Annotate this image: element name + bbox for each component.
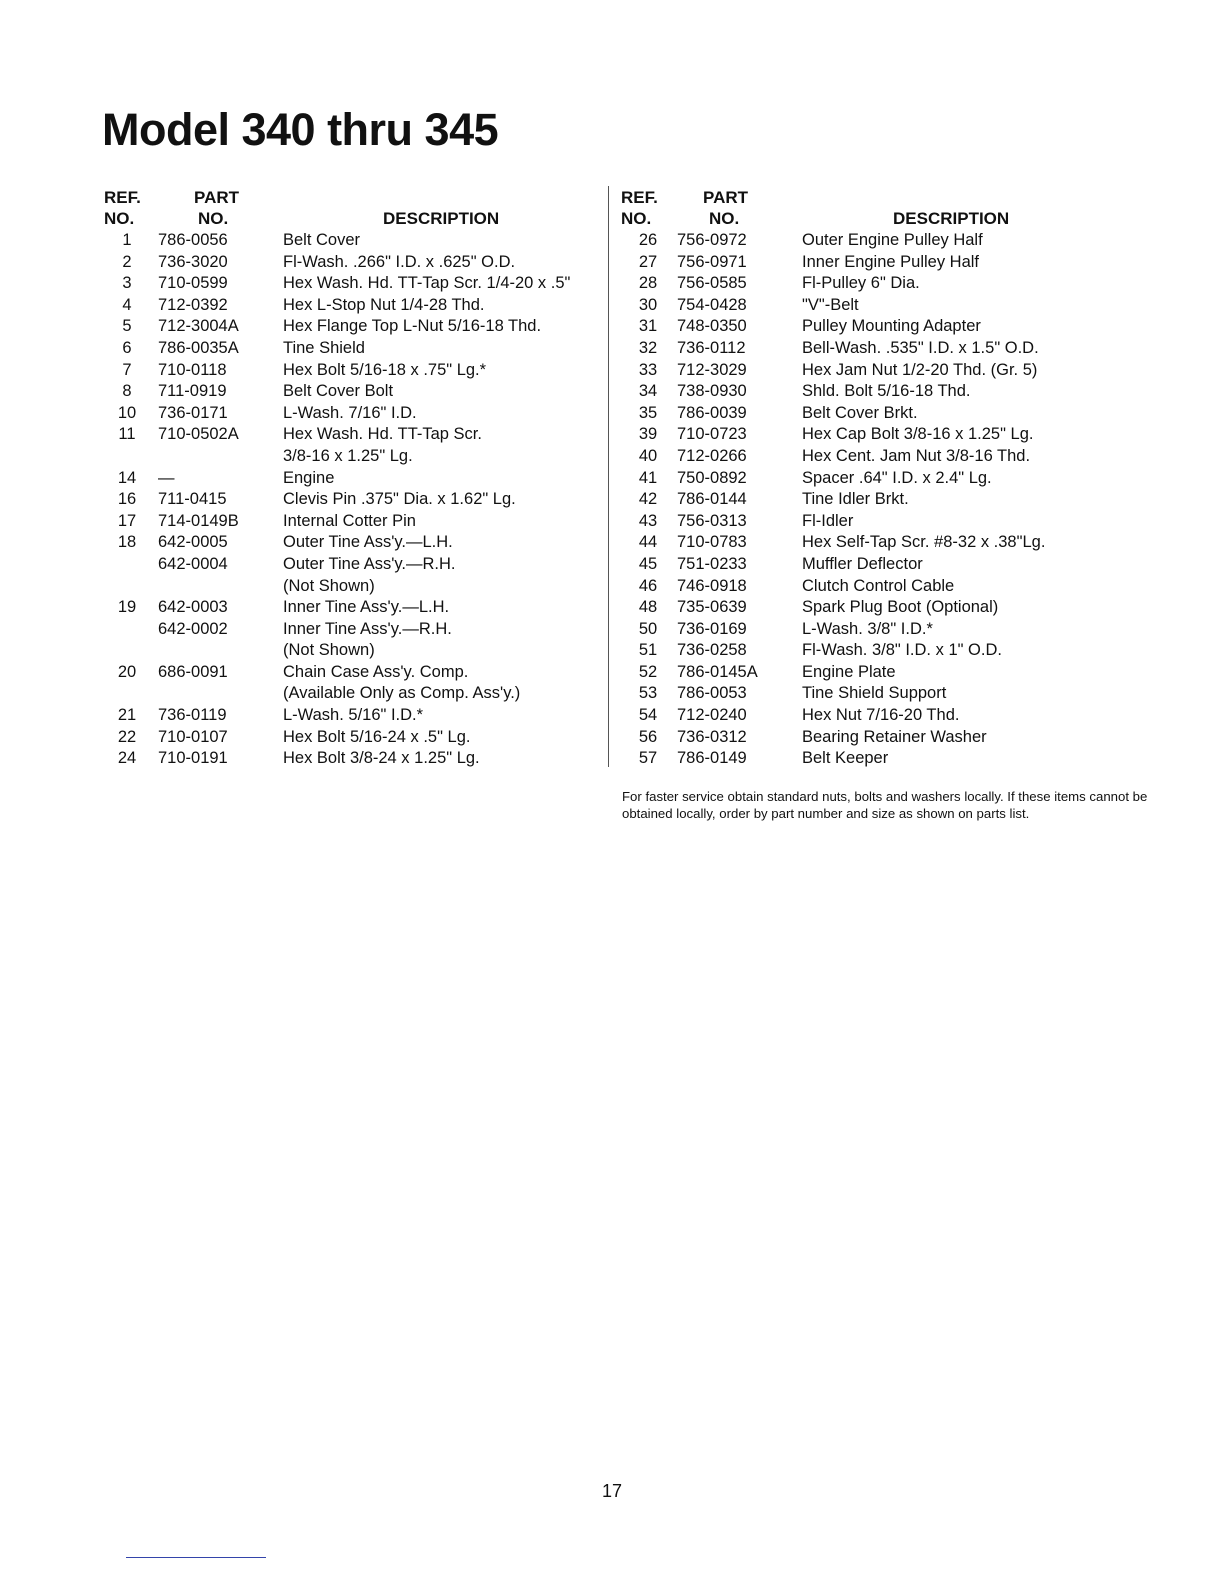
part-no-cell: 756-0971 — [677, 252, 747, 271]
description-cell: Engine — [283, 468, 335, 487]
part-no-cell: 786-0149 — [677, 749, 747, 768]
table-row — [100, 403, 600, 425]
ref-cell: 14 — [117, 468, 137, 487]
part-no-cell: 786-0035A — [158, 338, 239, 357]
ref-cell: 1 — [122, 231, 132, 249]
part-no-cell: 738-0930 — [677, 382, 747, 401]
table-row — [100, 424, 600, 446]
ref-cell: 39 — [638, 425, 658, 444]
table-row — [100, 532, 600, 554]
ref-cell: 43 — [638, 511, 658, 530]
ref-cell: 19 — [117, 598, 137, 617]
table-row — [619, 683, 1139, 705]
page-title: Model 340 thru 345 — [102, 104, 499, 155]
part-no-cell: 750-0892 — [677, 468, 747, 487]
ref-cell: 41 — [638, 468, 658, 487]
part-no-cell: 736-0112 — [677, 338, 746, 357]
part-no-cell: 736-0119 — [158, 706, 227, 725]
part-no-cell: 735-0639 — [677, 598, 747, 617]
part-no-cell: 642-0005 — [158, 533, 228, 552]
table-row — [619, 230, 1139, 252]
description-cell: Engine Plate — [802, 662, 896, 681]
table-row — [100, 640, 600, 662]
ref-cell: 7 — [122, 360, 132, 379]
table-row — [619, 360, 1139, 382]
table-row — [619, 446, 1139, 468]
description-cell: Bearing Retainer Washer — [802, 727, 987, 746]
part-no-cell: 712-0266 — [677, 446, 747, 465]
part-header-2: NO. — [198, 209, 229, 228]
ref-cell: 34 — [638, 382, 658, 401]
description-cell: Bell-Wash. .535" I.D. x 1.5" O.D. — [802, 338, 1039, 357]
table-row — [619, 748, 1139, 770]
description-cell: Muffler Deflector — [802, 554, 923, 573]
table-row — [100, 705, 600, 727]
part-no-cell: 710-0502A — [158, 425, 239, 444]
table-row — [100, 295, 600, 317]
description-cell: "V"-Belt — [802, 295, 859, 314]
table-row — [619, 662, 1139, 684]
part-no-cell: 736-0169 — [677, 619, 747, 638]
table-row — [619, 381, 1139, 403]
parts-table-left — [100, 186, 600, 770]
ref-cell: 26 — [638, 231, 658, 249]
table-header — [100, 186, 600, 230]
table-row — [619, 640, 1139, 662]
description-cell: Chain Case Ass'y. Comp. — [283, 662, 469, 681]
description-cell: Hex L-Stop Nut 1/4-28 Thd. — [283, 295, 485, 314]
ref-cell: 30 — [638, 295, 658, 314]
table-row — [100, 489, 600, 511]
description-cell: Clutch Control Cable — [802, 576, 955, 595]
part-no-cell: 710-0723 — [677, 425, 747, 444]
description-cell: (Not Shown) — [283, 576, 375, 595]
table-row — [100, 576, 600, 598]
ref-cell: 31 — [638, 317, 658, 336]
ref-header-1: REF. — [621, 188, 658, 207]
part-no-cell: 786-0039 — [677, 403, 747, 422]
description-cell: 3/8-16 x 1.25" Lg. — [283, 446, 413, 465]
ref-cell: 6 — [122, 338, 132, 357]
ref-header-2: NO. — [621, 209, 652, 228]
ref-cell: 32 — [638, 338, 658, 357]
part-no-cell: 736-0171 — [158, 403, 228, 422]
part-no-cell: 748-0350 — [677, 317, 747, 336]
table-row — [100, 252, 600, 274]
description-cell: Spacer .64" I.D. x 2.4" Lg. — [802, 468, 992, 487]
part-no-cell: 786-0056 — [158, 231, 228, 249]
part-no-cell: 710-0599 — [158, 274, 228, 293]
table-row — [100, 662, 600, 684]
ref-header-1: REF. — [104, 188, 141, 207]
description-cell: Hex Cap Bolt 3/8-16 x 1.25" Lg. — [802, 425, 1034, 444]
description-cell: Pulley Mounting Adapter — [802, 317, 981, 336]
part-no-cell: 642-0004 — [158, 554, 228, 573]
table-row — [619, 554, 1139, 576]
ref-cell: 35 — [638, 403, 658, 422]
part-no-cell: 710-0118 — [158, 360, 227, 379]
description-cell: Belt Cover Brkt. — [802, 403, 918, 422]
part-no-cell: — — [158, 468, 175, 487]
table-row — [100, 360, 600, 382]
part-no-cell: 756-0585 — [677, 274, 747, 293]
description-cell: Outer Tine Ass'y.—L.H. — [283, 533, 453, 552]
description-cell: Clevis Pin .375" Dia. x 1.62" Lg. — [283, 490, 516, 509]
footer-rule — [126, 1557, 266, 1558]
ref-cell: 20 — [117, 662, 137, 681]
description-cell: Tine Shield — [283, 338, 365, 357]
ref-cell: 8 — [122, 382, 132, 401]
table-row — [619, 727, 1139, 749]
description-cell: Hex Bolt 3/8-24 x 1.25" Lg. — [283, 749, 480, 768]
ref-cell: 17 — [117, 511, 137, 530]
ref-cell: 28 — [638, 274, 658, 293]
table-row — [619, 576, 1139, 598]
table-row — [619, 316, 1139, 338]
description-cell: Tine Idler Brkt. — [802, 490, 909, 509]
description-header: DESCRIPTION — [893, 209, 1010, 228]
description-cell: Hex Bolt 5/16-18 x .75" Lg.* — [283, 360, 487, 379]
description-cell: Hex Jam Nut 1/2-20 Thd. (Gr. 5) — [802, 360, 1038, 379]
part-no-cell: 714-0149B — [158, 511, 239, 530]
ref-cell: 21 — [117, 706, 137, 725]
part-header-1: PART — [703, 188, 749, 207]
description-cell: Hex Wash. Hd. TT-Tap Scr. 1/4-20 x .5" — [283, 274, 571, 293]
table-row — [100, 381, 600, 403]
table-row — [100, 316, 600, 338]
ref-cell: 51 — [638, 641, 658, 660]
service-note: For faster service obtain standard nuts, bolts and washers locally. If these items cannot be obtained locally, order by part number and size as shown on parts list. — [622, 789, 1148, 821]
ref-cell: 44 — [638, 533, 658, 552]
part-no-cell: 686-0091 — [158, 662, 228, 681]
part-header-1: PART — [194, 188, 240, 207]
description-cell: Hex Wash. Hd. TT-Tap Scr. — [283, 425, 482, 444]
table-row — [619, 532, 1139, 554]
ref-cell: 27 — [638, 252, 658, 271]
page-number: 17 — [601, 1481, 623, 1501]
table-row — [100, 619, 600, 641]
table-row — [619, 273, 1139, 295]
part-no-cell: 710-0107 — [158, 727, 228, 746]
description-cell: Hex Flange Top L-Nut 5/16-18 Thd. — [283, 317, 542, 336]
part-no-cell: 786-0053 — [677, 684, 747, 703]
description-cell: (Available Only as Comp. Ass'y.) — [283, 684, 521, 703]
part-no-cell: 736-3020 — [158, 252, 228, 271]
part-no-cell: 642-0003 — [158, 598, 228, 617]
description-cell: Spark Plug Boot (Optional) — [802, 598, 999, 617]
part-no-cell: 711-0415 — [158, 490, 227, 509]
table-row — [619, 338, 1139, 360]
part-no-cell: 736-0258 — [677, 641, 747, 660]
description-cell: Fl-Idler — [802, 511, 854, 530]
description-cell: Belt Keeper — [802, 749, 889, 768]
description-cell: Outer Tine Ass'y.—R.H. — [283, 554, 456, 573]
ref-cell: 5 — [122, 317, 132, 336]
part-no-cell: 642-0002 — [158, 619, 228, 638]
ref-cell: 54 — [638, 706, 658, 725]
description-cell: Inner Tine Ass'y.—L.H. — [283, 598, 450, 617]
description-cell: Hex Nut 7/16-20 Thd. — [802, 706, 960, 725]
table-body — [619, 230, 1139, 770]
ref-cell: 33 — [638, 360, 658, 379]
table-row — [619, 619, 1139, 641]
table-row — [619, 468, 1139, 490]
ref-cell: 56 — [638, 727, 658, 746]
table-row — [100, 683, 600, 705]
ref-cell: 40 — [638, 446, 658, 465]
ref-cell: 24 — [117, 749, 137, 768]
table-row — [619, 705, 1139, 727]
part-no-cell: 736-0312 — [677, 727, 747, 746]
description-cell: Internal Cotter Pin — [283, 511, 416, 530]
ref-cell: 16 — [117, 490, 137, 509]
table-row — [619, 489, 1139, 511]
description-cell: Fl-Wash. 3/8" I.D. x 1" O.D. — [802, 641, 1002, 660]
description-header: DESCRIPTION — [383, 209, 500, 228]
description-cell: L-Wash. 5/16" I.D.* — [283, 706, 424, 725]
table-row — [100, 511, 600, 533]
ref-cell: 45 — [638, 554, 658, 573]
part-header-2: NO. — [709, 209, 740, 228]
part-no-cell: 756-0313 — [677, 511, 747, 530]
ref-cell: 46 — [638, 576, 658, 595]
part-no-cell: 712-3004A — [158, 317, 239, 336]
table-row — [619, 511, 1139, 533]
table-row — [100, 597, 600, 619]
table-row — [100, 554, 600, 576]
description-cell: (Not Shown) — [283, 641, 375, 660]
table-row — [100, 468, 600, 490]
ref-cell: 48 — [638, 598, 658, 617]
description-cell: Inner Engine Pulley Half — [802, 252, 980, 271]
table-row — [100, 727, 600, 749]
part-no-cell: 746-0918 — [677, 576, 747, 595]
part-no-cell: 712-0392 — [158, 295, 228, 314]
table-row — [100, 273, 600, 295]
table-header — [619, 186, 1139, 230]
description-cell: Tine Shield Support — [802, 684, 947, 703]
description-cell: L-Wash. 3/8" I.D.* — [802, 619, 933, 638]
description-cell: Hex Cent. Jam Nut 3/8-16 Thd. — [802, 446, 1031, 465]
part-no-cell: 756-0972 — [677, 231, 747, 249]
part-no-cell: 712-3029 — [677, 360, 747, 379]
ref-cell: 52 — [638, 662, 658, 681]
ref-cell: 4 — [122, 295, 132, 314]
description-cell: Fl-Pulley 6" Dia. — [802, 274, 920, 293]
description-cell: Hex Self-Tap Scr. #8-32 x .38"Lg. — [802, 533, 1046, 552]
table-row — [100, 748, 600, 770]
ref-cell: 50 — [638, 619, 658, 638]
description-cell: L-Wash. 7/16" I.D. — [283, 403, 417, 422]
ref-cell: 22 — [117, 727, 137, 746]
part-no-cell: 751-0233 — [677, 554, 747, 573]
description-cell: Belt Cover — [283, 231, 361, 249]
ref-cell: 10 — [117, 403, 137, 422]
ref-cell: 18 — [117, 533, 137, 552]
ref-cell: 42 — [638, 490, 658, 509]
description-cell: Fl-Wash. .266" I.D. x .625" O.D. — [283, 252, 516, 271]
description-cell: Outer Engine Pulley Half — [802, 231, 983, 249]
description-cell: Shld. Bolt 5/16-18 Thd. — [802, 382, 971, 401]
ref-cell: 53 — [638, 684, 658, 703]
part-no-cell: 710-0783 — [677, 533, 747, 552]
part-no-cell: 710-0191 — [158, 749, 228, 768]
ref-cell: 11 — [118, 425, 136, 444]
description-cell: Belt Cover Bolt — [283, 382, 394, 401]
table-row — [619, 295, 1139, 317]
table-row — [100, 446, 600, 468]
table-row — [100, 230, 600, 252]
table-row — [619, 424, 1139, 446]
part-no-cell: 712-0240 — [677, 706, 747, 725]
part-no-cell: 786-0145A — [677, 662, 758, 681]
table-body — [100, 230, 600, 770]
table-row — [100, 338, 600, 360]
ref-cell: 3 — [122, 274, 132, 293]
ref-header-2: NO. — [104, 209, 135, 228]
table-row — [619, 252, 1139, 274]
ref-cell: 57 — [638, 749, 658, 768]
ref-cell: 2 — [122, 252, 132, 271]
description-cell: Inner Tine Ass'y.—R.H. — [283, 619, 452, 638]
table-row — [619, 403, 1139, 425]
part-no-cell: 754-0428 — [677, 295, 747, 314]
table-row — [619, 597, 1139, 619]
part-no-cell: 711-0919 — [158, 382, 227, 401]
parts-table-right — [608, 186, 1139, 767]
part-no-cell: 786-0144 — [677, 490, 747, 509]
description-cell: Hex Bolt 5/16-24 x .5" Lg. — [283, 727, 471, 746]
